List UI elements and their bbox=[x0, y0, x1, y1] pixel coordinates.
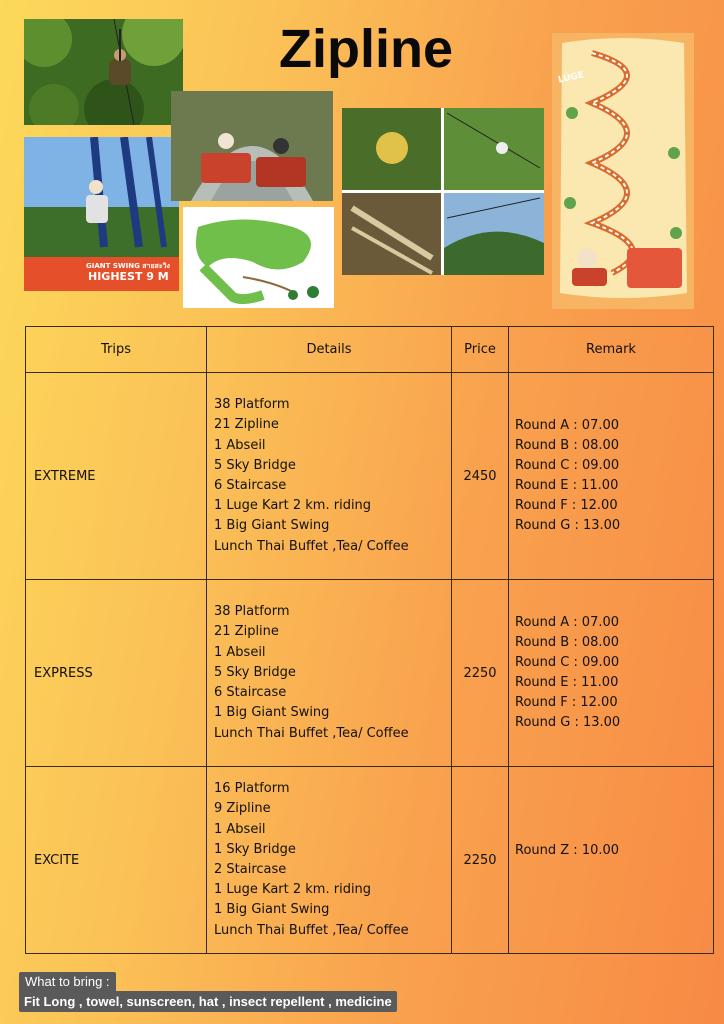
table-row bbox=[26, 767, 714, 954]
detail-line: 1 Big Giant Swing bbox=[214, 902, 330, 918]
remark-line: Round C : 09.00 bbox=[515, 655, 620, 670]
trip-price: 2250 bbox=[452, 580, 509, 767]
detail-line: 6 Staircase bbox=[214, 478, 287, 493]
trip-price: 2450 bbox=[452, 373, 509, 580]
detail-line: 1 Luge Kart 2 km. riding bbox=[214, 498, 372, 514]
swing-banner-line2: HIGHEST 9 M bbox=[88, 270, 169, 283]
trip-details bbox=[207, 767, 452, 954]
photo-zipline-jungle bbox=[24, 19, 183, 125]
remark-line: Round Z : 10.00 bbox=[515, 843, 620, 858]
remark-line: Round B : 08.00 bbox=[515, 635, 620, 650]
trip-remarks bbox=[509, 373, 714, 580]
remark-line: Round E : 11.00 bbox=[515, 675, 619, 690]
detail-line: Lunch Thai Buffet ,Tea/ Coffee bbox=[214, 725, 409, 741]
what-to-bring-items: Fit Long , towel, sunscreen, hat , insect repellent , medicine bbox=[19, 991, 397, 1012]
photo-luge-map bbox=[552, 33, 694, 309]
remark-line: Round F : 12.00 bbox=[515, 498, 618, 513]
detail-line: 38 Platform bbox=[214, 604, 290, 620]
remark-line: Round A : 07.00 bbox=[515, 418, 620, 433]
detail-line: 5 Sky Bridge bbox=[214, 457, 296, 473]
photo-giant-swing bbox=[24, 137, 179, 291]
header-details: Details bbox=[207, 327, 452, 373]
detail-line: 1 Big Giant Swing bbox=[214, 705, 330, 721]
photo-park-map bbox=[183, 207, 334, 308]
detail-line: 5 Sky Bridge bbox=[214, 664, 296, 680]
detail-line: 21 Zipline bbox=[214, 624, 279, 640]
swing-banner-line1: GIANT SWING สายสะวิง bbox=[86, 262, 170, 270]
detail-line: 1 Luge Kart 2 km. riding bbox=[214, 882, 372, 898]
detail-line: 38 Platform bbox=[214, 397, 290, 413]
trip-details bbox=[207, 373, 452, 580]
remark-line: Round F : 12.00 bbox=[515, 695, 618, 710]
table-header-row bbox=[26, 327, 714, 373]
header-trips: Trips bbox=[26, 327, 207, 373]
header-remark: Remark bbox=[509, 327, 714, 373]
remark-line: Round E : 11.00 bbox=[515, 478, 619, 493]
detail-line: 1 Big Giant Swing bbox=[214, 518, 330, 534]
what-to-bring-label: What to bring : bbox=[19, 972, 116, 991]
trip-name: EXTREME bbox=[26, 373, 207, 580]
remark-line: Round A : 07.00 bbox=[515, 615, 620, 630]
trip-name: EXCITE bbox=[26, 767, 207, 954]
remark-line: Round G : 13.00 bbox=[515, 518, 621, 533]
trip-remarks bbox=[509, 767, 714, 954]
trip-name: EXPRESS bbox=[26, 580, 207, 767]
detail-line: 9 Zipline bbox=[214, 801, 271, 817]
remark-line: Round B : 08.00 bbox=[515, 438, 620, 453]
detail-line: 1 Abseil bbox=[214, 821, 266, 837]
photo-zipline-collage bbox=[342, 108, 544, 275]
luge-map-title: LUGE bbox=[557, 70, 586, 86]
page-title: Zipline bbox=[279, 19, 453, 79]
what-to-bring bbox=[19, 972, 397, 1012]
table-row bbox=[26, 580, 714, 767]
detail-line: 1 Abseil bbox=[214, 644, 266, 660]
photo-luge-kart bbox=[171, 91, 333, 201]
trip-details bbox=[207, 580, 452, 767]
remark-line: Round C : 09.00 bbox=[515, 458, 620, 473]
remark-line: Round G : 13.00 bbox=[515, 715, 621, 730]
detail-line: Lunch Thai Buffet ,Tea/ Coffee bbox=[214, 922, 409, 938]
detail-line: 16 Platform bbox=[214, 781, 290, 797]
header-price: Price bbox=[452, 327, 509, 373]
trip-table bbox=[25, 326, 714, 954]
detail-line: 2 Staircase bbox=[214, 862, 287, 877]
detail-line: 6 Staircase bbox=[214, 685, 287, 701]
table-row bbox=[26, 373, 714, 580]
trip-price: 2250 bbox=[452, 767, 509, 954]
trip-remarks bbox=[509, 580, 714, 767]
detail-line: Lunch Thai Buffet ,Tea/ Coffee bbox=[214, 538, 409, 554]
detail-line: 21 Zipline bbox=[214, 417, 279, 433]
detail-line: 1 Abseil bbox=[214, 437, 266, 453]
detail-line: 1 Sky Bridge bbox=[214, 841, 296, 857]
